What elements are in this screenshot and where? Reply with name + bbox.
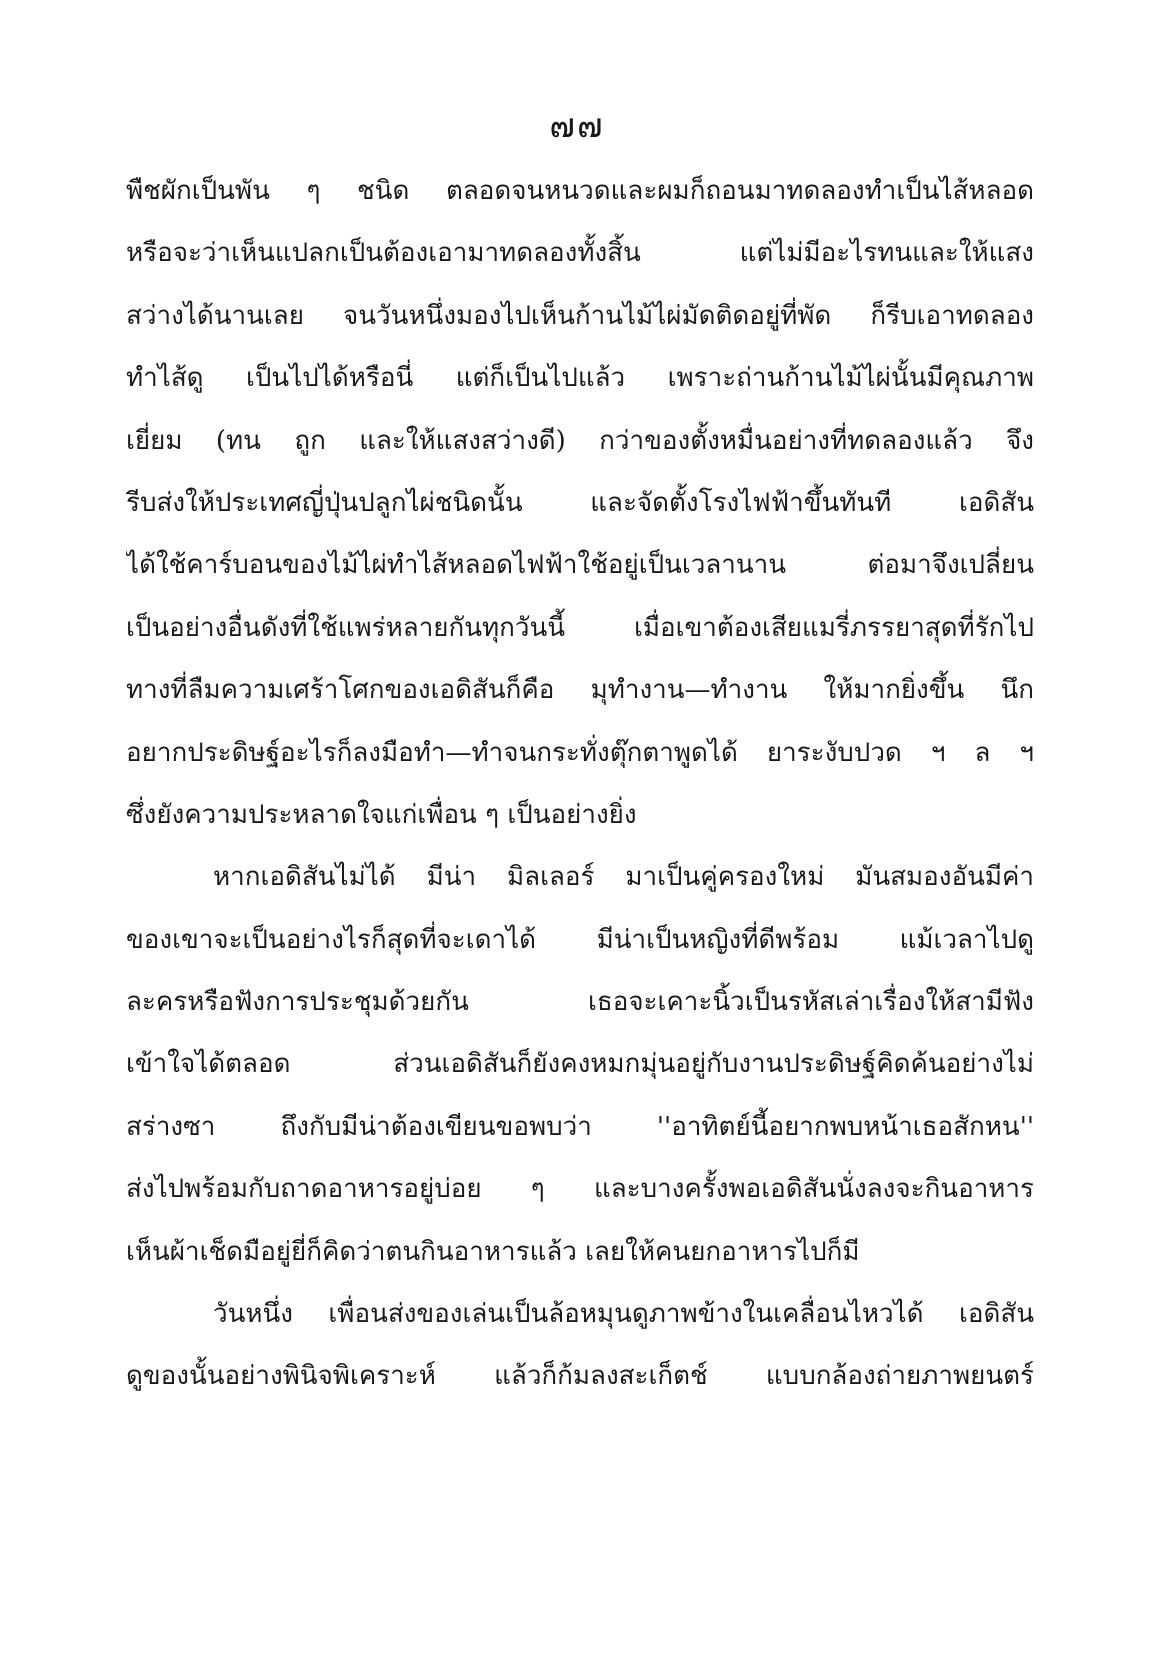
text-line: วันหนึ่ง เพื่อนส่งของเล่นเป็นล้อหมุนดูภาพข้างในเคลื่อนไหวได้ เอดิสัน	[213, 1299, 1034, 1330]
text-line: เข้าใจได้ตลอด ส่วนเอดิสันก็ยังคงหมกมุ่นอยู่กับงานประดิษฐ์คิดค้นอย่างไม่	[126, 1049, 1034, 1080]
text-line: ได้ใช้คาร์บอนของไม้ไผ่ทำไส้หลอดไฟฟ้าใช้อยู่เป็นเวลานาน ต่อมาจึงเปลี่ยน	[126, 550, 1034, 581]
text-line: รีบส่งให้ประเทศญี่ปุ่นปลูกไผ่ชนิดนั้น และจัดตั้งโรงไฟฟ้าขึ้นทันที เอดิสัน	[126, 487, 1034, 518]
text-line: หรือจะว่าเห็นแปลกเป็นต้องเอามาทดลองทั้งสิ้น แต่ไม่มีอะไรทนและให้แสง	[126, 238, 1034, 269]
text-line: เป็นอย่างอื่นดังที่ใช้แพร่หลายกันทุกวันนี้ เมื่อเขาต้องเสียแมรี่ภรรยาสุดที่รักไป	[126, 612, 1034, 643]
body-text	[126, 160, 1034, 1408]
text-line: ส่งไปพร้อมกับถาดอาหารอยู่บ่อย ๆ และบางครั้งพอเอดิสันนั่งลงจะกินอาหาร	[126, 1174, 1034, 1205]
text-line: ของเขาจะเป็นอย่างไรก็สุดที่จะเดาได้ มีน่าเป็นหญิงที่ดีพร้อม แม้เวลาไปดู	[126, 924, 1034, 955]
text-line: สว่างได้นานเลย จนวันหนึ่งมองไปเห็นก้านไม้ไผ่มัดติดอยู่ที่พัด ก็รีบเอาทดลอง	[126, 300, 1034, 331]
text-line: สร่างซา ถึงกับมีน่าต้องเขียนขอพบว่า ''อาทิตย์นี้อยากพบหน้าเธอสักหน''	[126, 1111, 1034, 1142]
text-line: อยากประดิษฐ์อะไรก็ลงมือทำ—ทำจนกระทั่งตุ๊กตาพูดได้ ยาระงับปวด ฯ ล ฯ	[126, 737, 1034, 768]
text-line: ละครหรือฟังการประชุมด้วยกัน เธอจะเคาะนิ้วเป็นรหัสเล่าเรื่องให้สามีฟัง	[126, 987, 1034, 1018]
text-line: เยี่ยม (ทน ถูก และให้แสงสว่างดี) กว่าของตั้งหมื่นอย่างที่ทดลองแล้ว จึง	[126, 425, 1034, 456]
page-number: ๗๗	[549, 106, 605, 146]
text-line: ทำไส้ดู เป็นไปได้หรือนี่ แต่ก็เป็นไปแล้ว เพราะถ่านก้านไม้ไผ่นั้นมีคุณภาพ	[126, 363, 1034, 394]
text-line: ดูของนั้นอย่างพินิจพิเคราะห์ แล้วก็ก้มลงสะเก็ตช์ แบบกล้องถ่ายภาพยนตร์	[126, 1361, 1034, 1392]
text-line: เห็นผ้าเช็ดมือยู่ยี่ก็คิดว่าตนกินอาหารแล้ว เลยให้คนยกอาหารไปก็มี	[126, 1236, 860, 1267]
text-line: ทางที่ลืมความเศร้าโศกของเอดิสันก็คือ มุทำงาน—ทำงาน ให้มากยิ่งขึ้น นึก	[126, 675, 1034, 706]
text-line: ซึ่งยังความประหลาดใจแก่เพื่อน ๆ เป็นอย่างยิ่ง	[126, 799, 637, 830]
text-line: หากเอดิสันไม่ได้ มีน่า มิลเลอร์ มาเป็นคู่ครองใหม่ มันสมองอันมีค่า	[213, 862, 1034, 893]
text-line: พืชผักเป็นพัน ๆ ชนิด ตลอดจนหนวดและผมก็ถอนมาทดลองทำเป็นไส้หลอด	[126, 176, 1034, 206]
